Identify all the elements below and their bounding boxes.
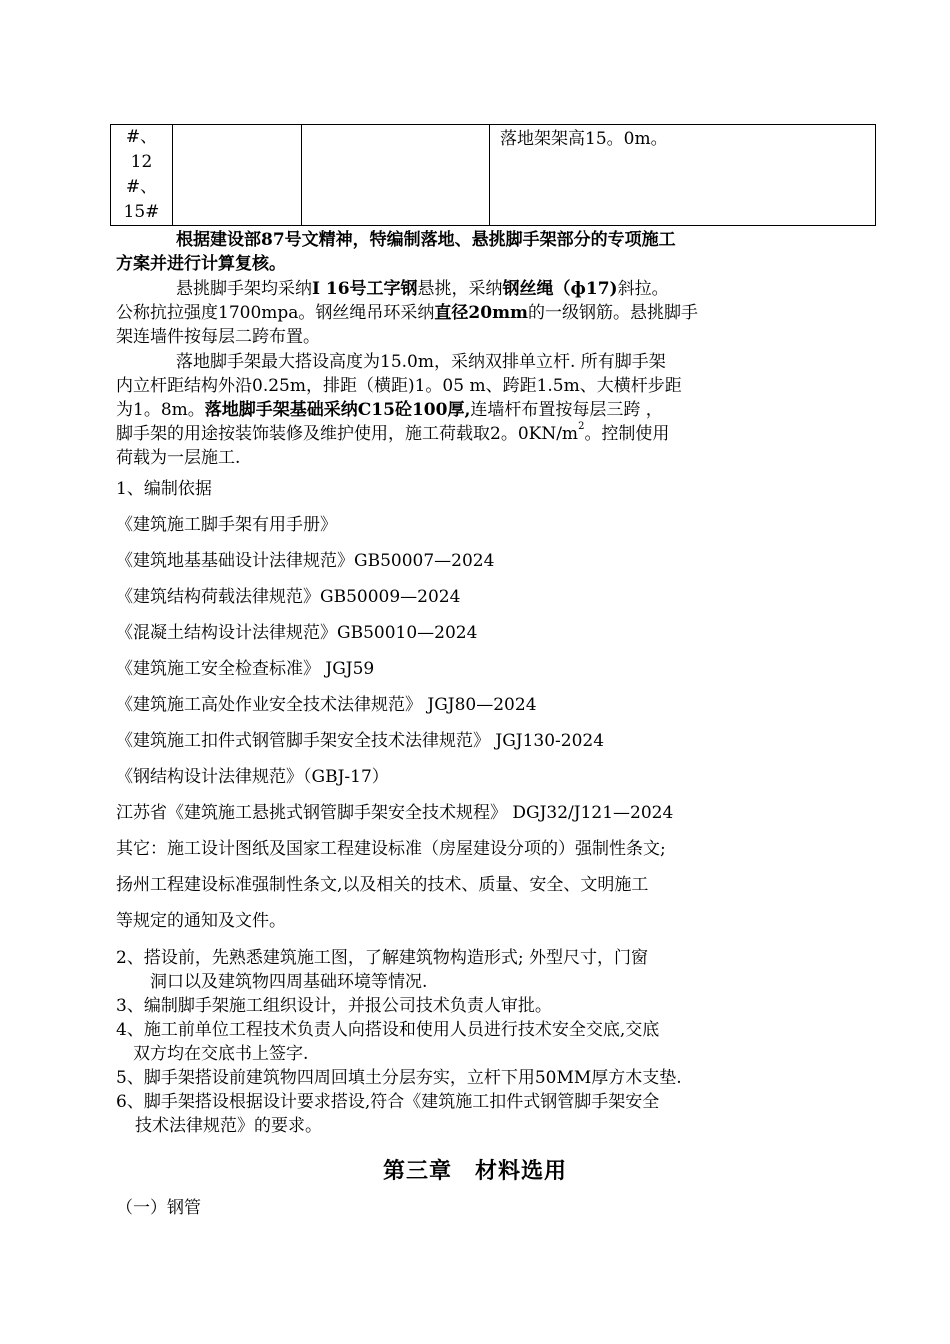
list-item: 6、脚手架搭设根据设计要求搭设,符合《建筑施工扣件式钢管脚手架安全 (116, 1092, 660, 1112)
paragraph-line: 荷载为一层施工. (116, 448, 241, 468)
cell-line: #、 (125, 177, 158, 197)
intro-paragraph (116, 228, 836, 276)
reference-item: 扬州工程建设标准强制性条文,以及相关的技术、质量、安全、文明施工 (116, 875, 649, 895)
reference-item: 《钢结构设计法律规范》（GBJ-17） (116, 767, 389, 787)
list-item: 3、编制脚手架施工组织设计，并报公司技术负责人审批。 (116, 996, 552, 1016)
cell-line: #、 (125, 127, 158, 147)
chapter-title: 第三章 材料选用 (382, 1158, 567, 1184)
reference-item: 《建筑施工脚手架有用手册》 (116, 515, 337, 535)
intro-line: 根据建设部87号文精神，特编制落地、悬挑脚手架部分的专项施工 (176, 230, 676, 250)
cell-line: 15# (123, 202, 160, 222)
cantilever-paragraph (116, 277, 836, 349)
paragraph-line (116, 422, 836, 446)
floor-scaffold-paragraph (116, 350, 836, 470)
table-cell-empty (302, 125, 490, 226)
paragraph-line: 架连墙件按每层二跨布置。 (116, 327, 320, 347)
list-item-continued: 技术法律规范》的要求。 (135, 1116, 322, 1136)
text-run: 的一级钢筋。悬挑脚手 (528, 303, 699, 323)
paragraph-line (116, 277, 836, 301)
text-run: 钢丝绳（ф17) (502, 279, 618, 299)
text-run: I 16号工字钢 (312, 279, 418, 299)
list-item: 4、施工前单位工程技术负责人向搭设和使用人员进行技术安全交底,交底 (116, 1020, 660, 1040)
reference-item: 其它：施工设计图纸及国家工程建设标准（房屋建设分项的）强制性条文; (116, 839, 666, 859)
reference-item: 《混凝土结构设计法律规范》GB50010—2024 (116, 623, 478, 643)
table-cell-empty (173, 125, 302, 226)
text-run: 脚手架的用途按装饰装修及维护使用，施工荷载取2。0KN/m (116, 424, 579, 444)
text-run: 。控制使用 (584, 424, 670, 444)
text-run: 直径20mm (434, 303, 529, 323)
intro-line: 方案并进行计算复核。 (116, 254, 286, 274)
reference-item: 《建筑地基基础设计法律规范》GB50007—2024 (116, 551, 495, 571)
table-cell-description: 落地架架高15。0m。 (490, 125, 876, 226)
text-run: 连墙杆布置按每层三跨 ， (470, 400, 663, 420)
superscript: 2 (578, 421, 585, 432)
reference-item: 《建筑施工扣件式钢管脚手架安全技术法律规范》 JGJ130-2024 (116, 731, 605, 751)
reference-item: 江苏省《建筑施工悬挑式钢管脚手架安全技术规程》 DGJ32/J121—2024 (116, 803, 674, 823)
reference-item: 等规定的通知及文件。 (116, 911, 286, 931)
paragraph-line: 落地脚手架最大搭设高度为15.0m，采纳双排单立杆. 所有脚手架 (176, 352, 666, 372)
text-run: 公称抗拉强度1700mpa。钢丝绳吊环采纳 (116, 303, 435, 323)
list-item-continued: 双方均在交底书上签字. (133, 1044, 309, 1064)
list-item: 2、搭设前，先熟悉建筑施工图，了解建筑物构造形式; 外型尺寸，门窗 (116, 948, 648, 968)
table-row (111, 125, 876, 226)
info-table (110, 124, 876, 226)
text-run: 落地脚手架基础采纳C15砼100厚, (204, 400, 471, 420)
paragraph-line (116, 301, 836, 325)
text-run: 斜拉。 (617, 279, 669, 299)
list-item-continued: 洞口以及建筑物四周基础环境等情况. (150, 972, 428, 992)
text-run: 悬挑，采纳 (417, 279, 503, 299)
text-run: 悬挑脚手架均采纳 (176, 279, 312, 299)
reference-item: 《建筑施工高处作业安全技术法律规范》 JGJ80—2024 (116, 695, 537, 715)
text-run: 为1。8m。 (116, 400, 205, 420)
paragraph-line (116, 398, 836, 422)
reference-item: 《建筑结构荷载法律规范》GB50009—2024 (116, 587, 461, 607)
cell-line: 12 (130, 152, 153, 172)
basis-heading: 1、编制依据 (116, 479, 212, 499)
section-title: （一）钢管 (116, 1198, 201, 1218)
reference-item: 《建筑施工安全检查标准》 JGJ59 (116, 659, 375, 679)
table-cell-number (111, 125, 173, 226)
paragraph-line: 内立杆距结构外沿0.25m，排距（横距)1。05 m、跨距1.5m、大横杆步距 (116, 376, 682, 396)
list-item: 5、脚手架搭设前建筑物四周回填土分层夯实，立杆下用50MM厚方木支垫. (116, 1068, 682, 1088)
numbered-items (116, 946, 836, 1138)
